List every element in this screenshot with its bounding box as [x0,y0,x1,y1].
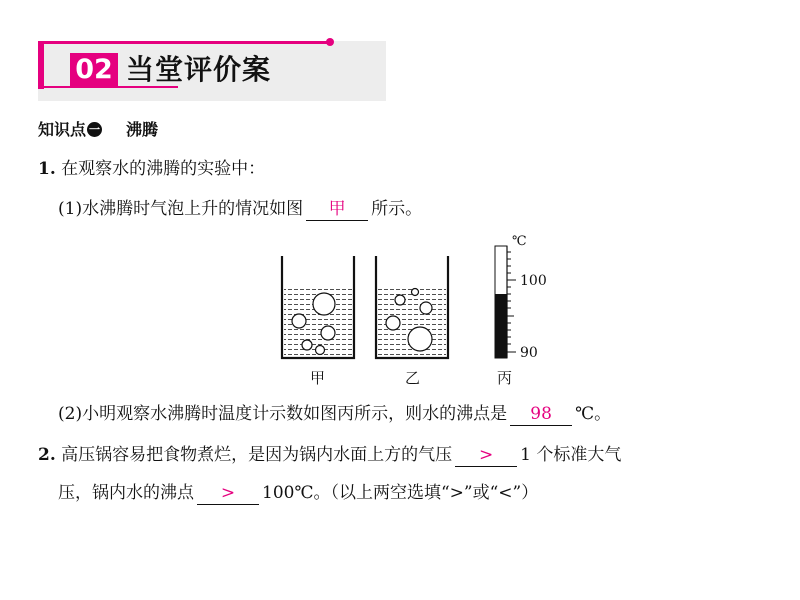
bubble [412,289,419,296]
bubble [316,346,325,355]
q1-part2-suffix: ℃。 [575,404,612,424]
knowledge-point-label: 知识点 [38,120,87,139]
question-1-part-2 [58,401,611,427]
banner-left-rule [38,41,44,89]
thermometer [495,246,516,358]
question-2-number: 2. [38,445,56,465]
thermometer-tick-90: 90 [520,345,538,361]
bubble [395,295,405,305]
bubble [321,326,335,340]
question-2-line-2 [58,480,538,506]
banner-end-dot [326,38,334,46]
bubble [408,327,432,351]
q1-part1-answer-blank[interactable]: 甲 [306,198,368,221]
question-1-number: 1. [38,159,56,179]
q2-line1-suffix: 1 个标准大气 [520,445,622,465]
q2-answer-1-blank[interactable]: > [455,444,517,467]
q2-line2-text: 压，锅内水的沸点 [58,483,194,503]
beaker-yi [376,256,448,358]
knowledge-point-heading [38,118,158,142]
bubble [386,316,400,330]
thermometer-unit: ℃ [512,234,527,249]
thermometer-tick-100: 100 [520,273,547,289]
q1-part2-answer-blank[interactable]: 98 [510,403,572,426]
knowledge-point-index: 一 [89,123,101,136]
q1-part2-text: (2)小明观察水沸腾时温度计示数如图丙所示，则水的沸点是 [58,404,508,424]
bubble [292,314,306,328]
q1-part1-suffix: 所示。 [371,199,423,219]
question-2-line-1 [38,442,621,468]
q1-part1-text: (1)水沸腾时气泡上升的情况如图 [58,199,304,219]
beaker-jia [282,256,354,358]
q2-line2-suffix: 100℃。（以上两空选填“>”或“<”） [262,483,539,503]
bubble [420,302,432,314]
q2-line1-text: 高压锅容易把食物煮烂，是因为锅内水面上方的气压 [61,445,453,465]
figure-label-jia: 甲 [310,369,326,387]
bubble [302,340,312,350]
figure-label-yi: 乙 [405,369,421,387]
q2-answer-2-blank[interactable]: > [197,482,259,505]
question-1-stem [38,156,265,182]
section-number: 02 [70,53,118,87]
question-1-text: 在观察水的沸腾的实验中： [61,159,266,179]
figure-label-bing: 丙 [497,369,513,387]
bubble [313,293,335,315]
banner-top-rule [38,41,328,44]
section-title: 当堂评价案 [126,53,272,86]
mercury-column [495,294,507,358]
knowledge-point-topic: 沸腾 [126,120,159,139]
question-1-part-1 [58,196,422,222]
